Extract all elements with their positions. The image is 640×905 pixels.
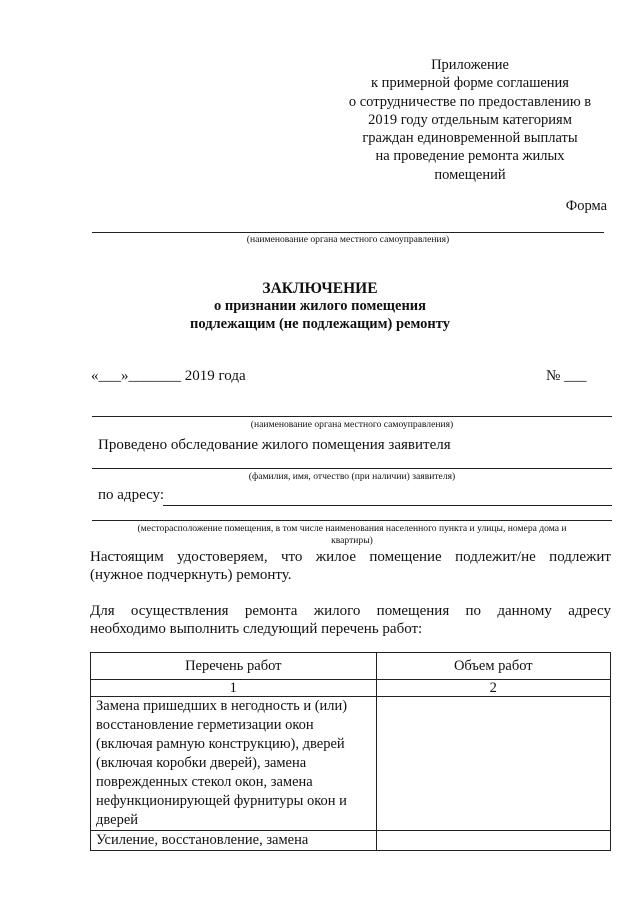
location-caption: (месторасположение помещения, в том числе наименования населенного пункта и улицы, номера дома и	[137, 523, 567, 534]
appendix-line: Приложение	[431, 57, 509, 73]
certify-line-2: (нужное подчеркнуть) ремонту.	[90, 567, 292, 583]
header-works-list: Перечень работ	[91, 653, 377, 680]
address-line-2[interactable]	[92, 520, 612, 521]
date-field[interactable]: «___»_______ 2019 года	[91, 368, 246, 384]
appendix-note	[300, 56, 640, 184]
works-table	[90, 652, 611, 851]
appendix-line: о сотрудничестве по предоставлению в	[348, 93, 592, 110]
works-intro-line-1: Для осуществления ремонта жилого помещения по данному адресу	[90, 603, 611, 619]
work-volume-cell[interactable]	[376, 831, 610, 851]
document-title: ЗАКЛЮЧЕНИЕ	[262, 280, 378, 297]
certify-line-1: Настоящим удостоверяем, что жилое помещение подлежит/не подлежит	[90, 549, 611, 565]
appendix-line: помещений	[434, 166, 506, 183]
column-number-2: 2	[376, 680, 610, 697]
table-number-row	[91, 680, 611, 697]
appendix-line: 2019 году отдельным категориям	[368, 111, 572, 128]
header-works-volume: Объем работ	[376, 653, 610, 680]
address-label: по адресу:	[98, 487, 165, 503]
applicant-name-line[interactable]	[92, 468, 612, 469]
org-name-line-top[interactable]	[92, 232, 604, 233]
survey-text: Проведено обследование жилого помещения заявителя	[98, 437, 451, 453]
work-description: Замена пришедших в негодность и (или) восстановление герметизации окон (включая рамную конструкцию), дверей (включая коробки дверей), замена поврежденных стекол окон, замена нефункционирующей фурнитуры окон и дверей	[91, 697, 377, 831]
table-row	[91, 831, 611, 851]
address-line-1[interactable]	[163, 505, 612, 506]
org-name-line[interactable]	[92, 416, 612, 417]
org-caption: (наименование органа местного самоуправления)	[250, 419, 454, 430]
location-caption-cont: квартиры)	[331, 535, 373, 546]
number-field[interactable]: № ___	[546, 368, 587, 384]
appendix-line: на проведение ремонта жилых	[375, 148, 565, 165]
work-volume-cell[interactable]	[376, 697, 610, 831]
appendix-line: граждан единовременной выплаты	[362, 130, 578, 147]
form-label: Форма	[565, 198, 607, 214]
work-description: Усиление, восстановление, замена	[91, 831, 377, 851]
column-number-1: 1	[91, 680, 377, 697]
applicant-caption: (фамилия, имя, отчество (при наличии) заявителя)	[248, 471, 456, 482]
works-intro-line-2: необходимо выполнить следующий перечень работ:	[90, 621, 423, 637]
table-row	[91, 697, 611, 831]
org-caption-top: (наименование органа местного самоуправления)	[246, 234, 450, 245]
appendix-line: к примерной форме соглашения	[371, 75, 569, 92]
document-subtitle-1: о признании жилого помещения	[214, 298, 426, 314]
table-header-row	[91, 653, 611, 680]
document-subtitle-2: подлежащим (не подлежащим) ремонту	[190, 316, 450, 332]
